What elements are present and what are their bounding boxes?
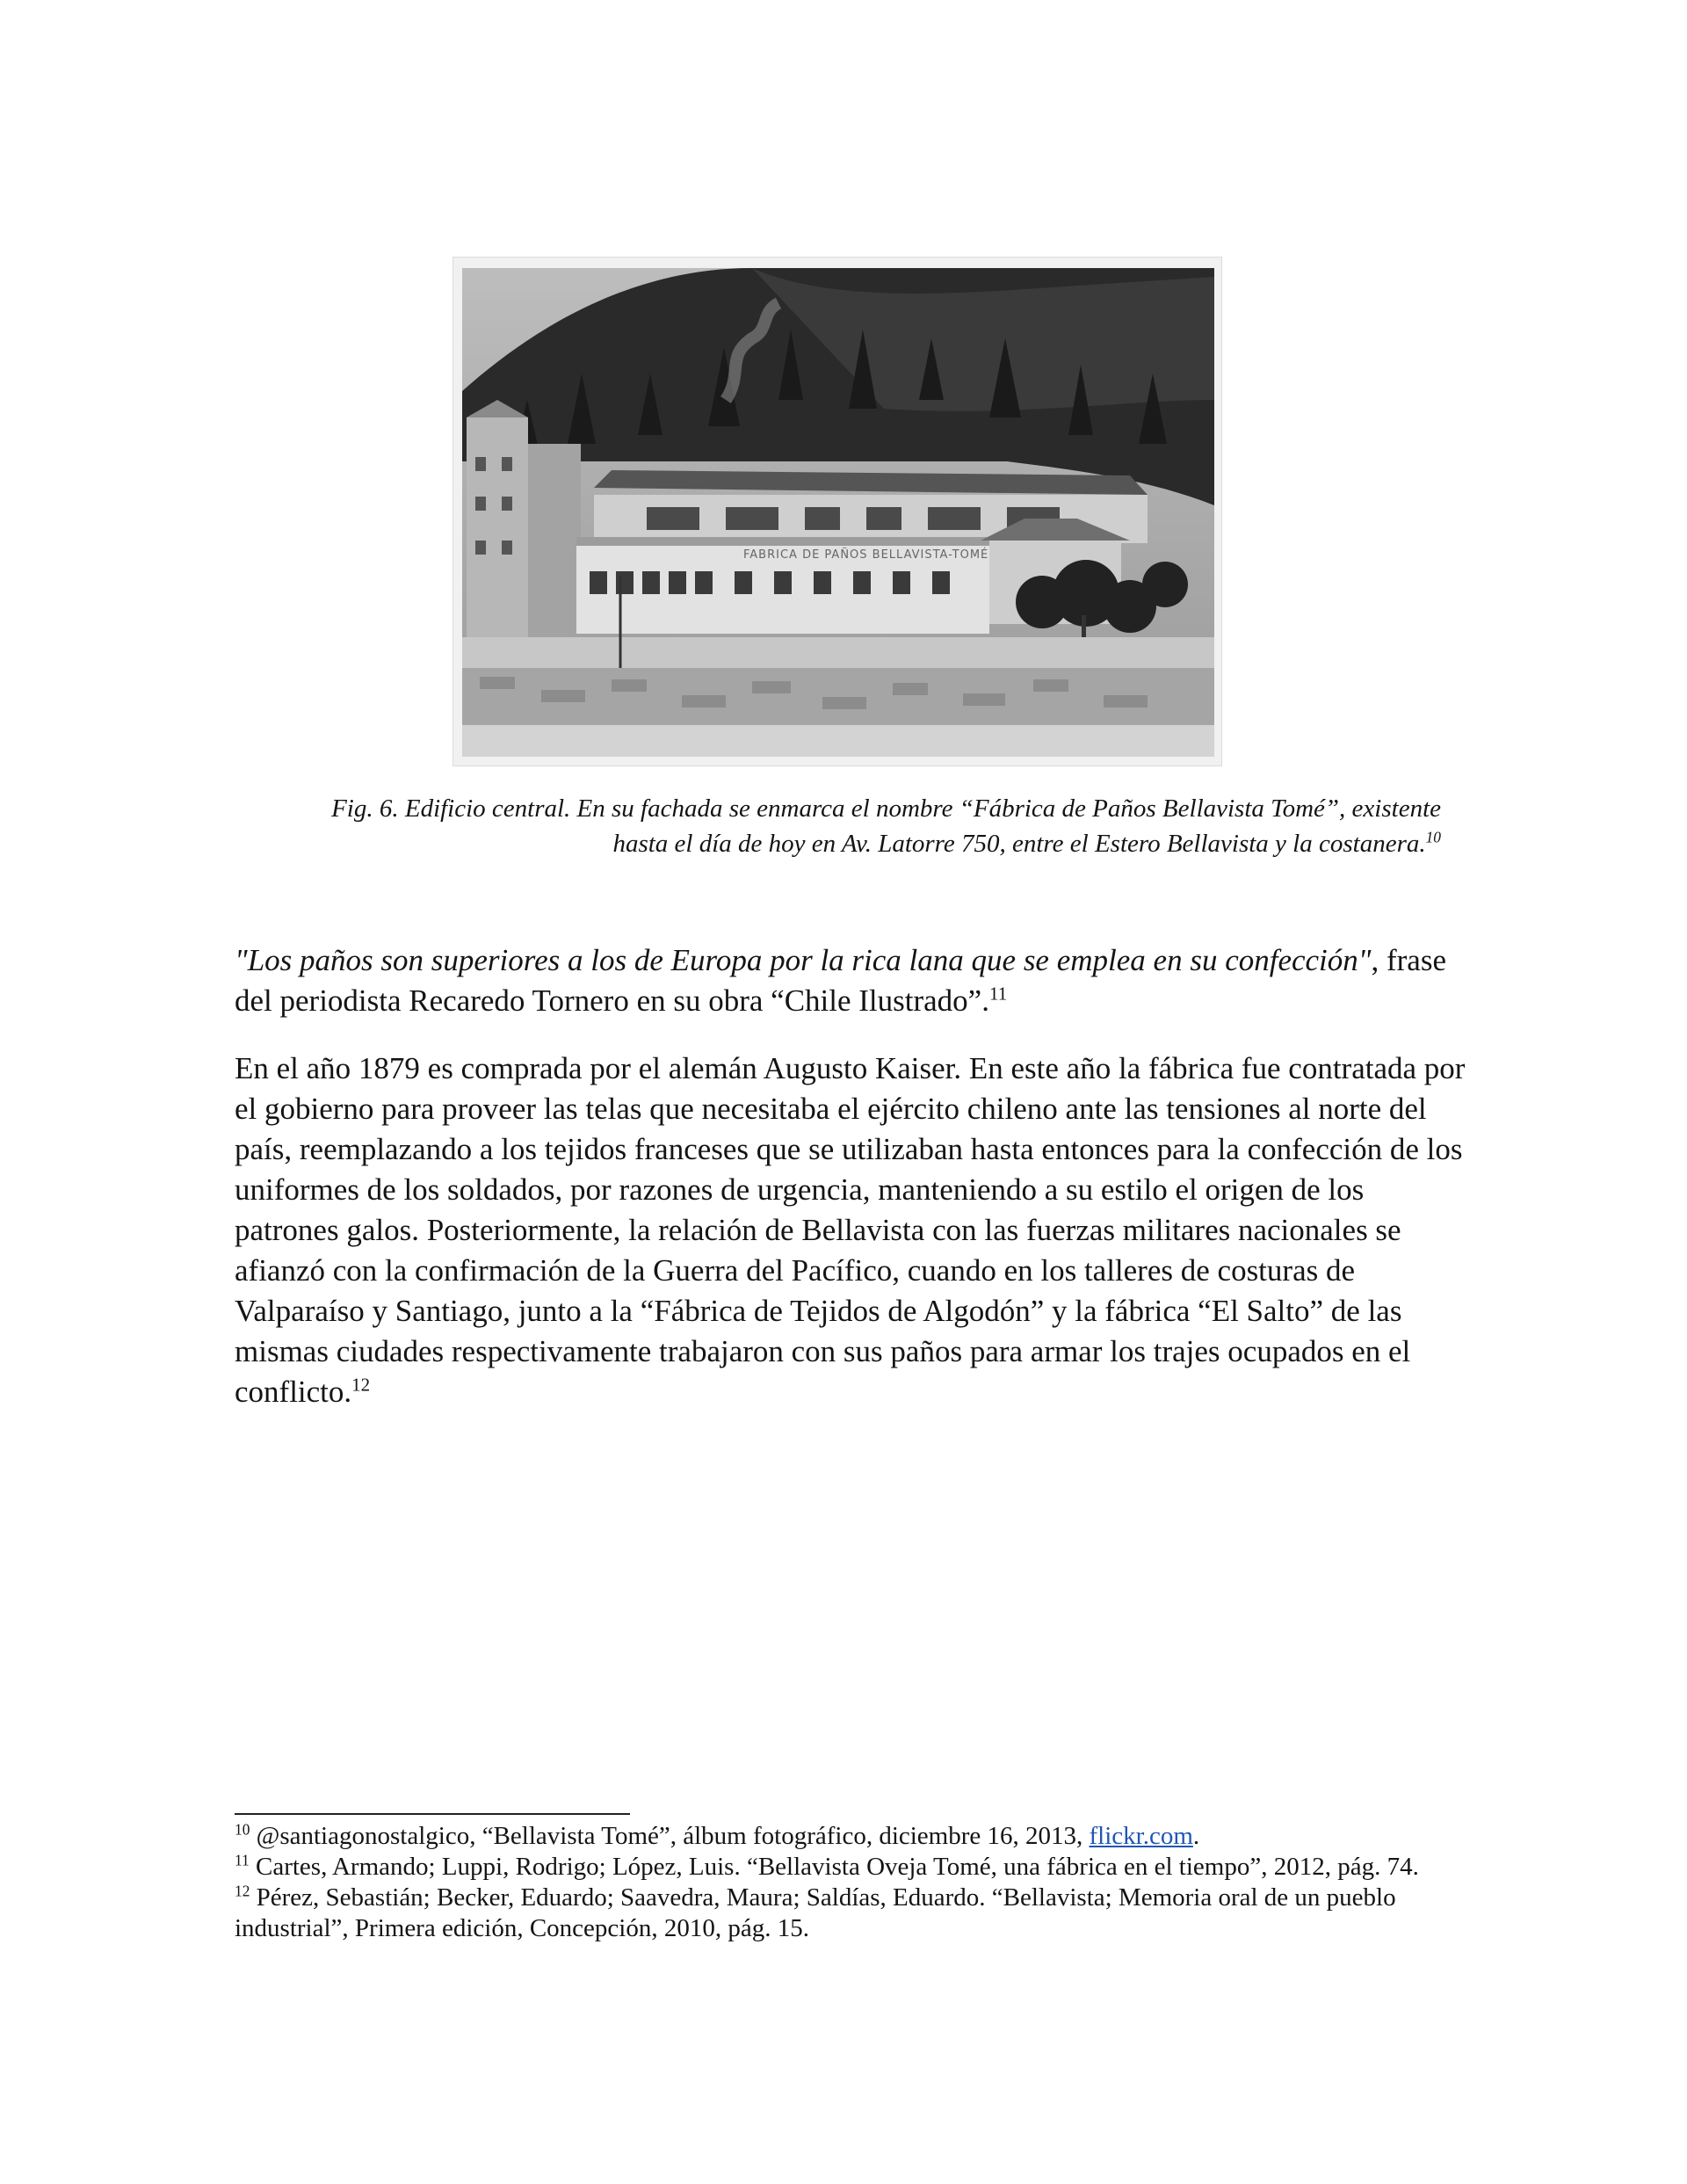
factory-sign-text: FABRICA DE PAÑOS BELLAVISTA-TOMÉ: [743, 548, 989, 562]
body-footnote-ref: 12: [351, 1374, 371, 1396]
figure-caption: [211, 791, 1441, 861]
flickr-link[interactable]: flickr.com: [1089, 1822, 1193, 1850]
footnotes: [235, 1821, 1447, 1944]
footnote-text: Cartes, Armando; Luppi, Rodrigo; López, Luis. “Bellavista Oveja Tomé, una fábrica en el tiempo”, 2012, pág. 74.: [249, 1853, 1419, 1881]
quote-text: "Los paños son superiores a los de Europa por la rica lana que se emplea en su confección": [235, 943, 1372, 977]
footnote-text-end: .: [1192, 1822, 1200, 1850]
footnote-number: 11: [235, 1851, 250, 1869]
factory-photo: [453, 257, 1222, 766]
footnote-12: [235, 1883, 1447, 1944]
caption-line-2-text: hasta el día de hoy en Av. Latorre 750, entre el Estero Bellavista y la costanera.: [612, 830, 1426, 858]
factory-photo-image: [462, 268, 1214, 757]
footnote-separator: [235, 1813, 630, 1815]
quote-paragraph: [235, 940, 1473, 1021]
footnote-10: [235, 1821, 1447, 1852]
caption-footnote-ref: 10: [1425, 828, 1441, 846]
quote-attribution: , frase del periodista Recaredo Tornero en su obra “Chile Ilustrado”.: [235, 943, 1446, 1018]
footnote-number: 10: [235, 1820, 250, 1839]
footnote-text: Pérez, Sebastián; Becker, Eduardo; Saavedra, Maura; Saldías, Eduardo. “Bellavista; Memoria oral de un pueblo industrial”, Primera edición, Concepción, 2010, pág. 15.: [235, 1883, 1396, 1942]
caption-line-2: [211, 826, 1441, 861]
footnote-number: 12: [235, 1882, 250, 1900]
footnote-11: [235, 1852, 1447, 1883]
caption-line-1: Fig. 6. Edificio central. En su fachada se enmarca el nombre “Fábrica de Paños Bellavista Tomé”, existente: [331, 795, 1441, 823]
quote-footnote-ref: 11: [988, 983, 1008, 1005]
body-paragraph: [235, 1048, 1473, 1412]
body-text: En el año 1879 es comprada por el alemán Augusto Kaiser. En este año la fábrica fue contratada por el gobierno para proveer las telas que necesitaba el ejército chileno ante las tensiones al norte del país, reemplazando a los tejidos franceses que se utilizaban hasta entonces para la confección de los uniformes de los soldados, por razones de urgencia, manteniendo a su estilo el origen de los patrones galos. Posteriormente, la relación de Bellavista con las fuerzas militares nacionales se afianzó con la confirmación de la Guerra del Pacífico, cuando en los talleres de costuras de Valparaíso y Santiago, junto a la “Fábrica de Tejidos de Algodón” y la fábrica “El Salto” de las mismas ciudades respectivamente trabajaron con sus paños para armar los trajes ocupados en el conflicto.: [235, 1051, 1466, 1409]
footnote-text: @santiagonostalgico, “Bellavista Tomé”, álbum fotográfico, diciembre 16, 2013,: [250, 1822, 1090, 1850]
